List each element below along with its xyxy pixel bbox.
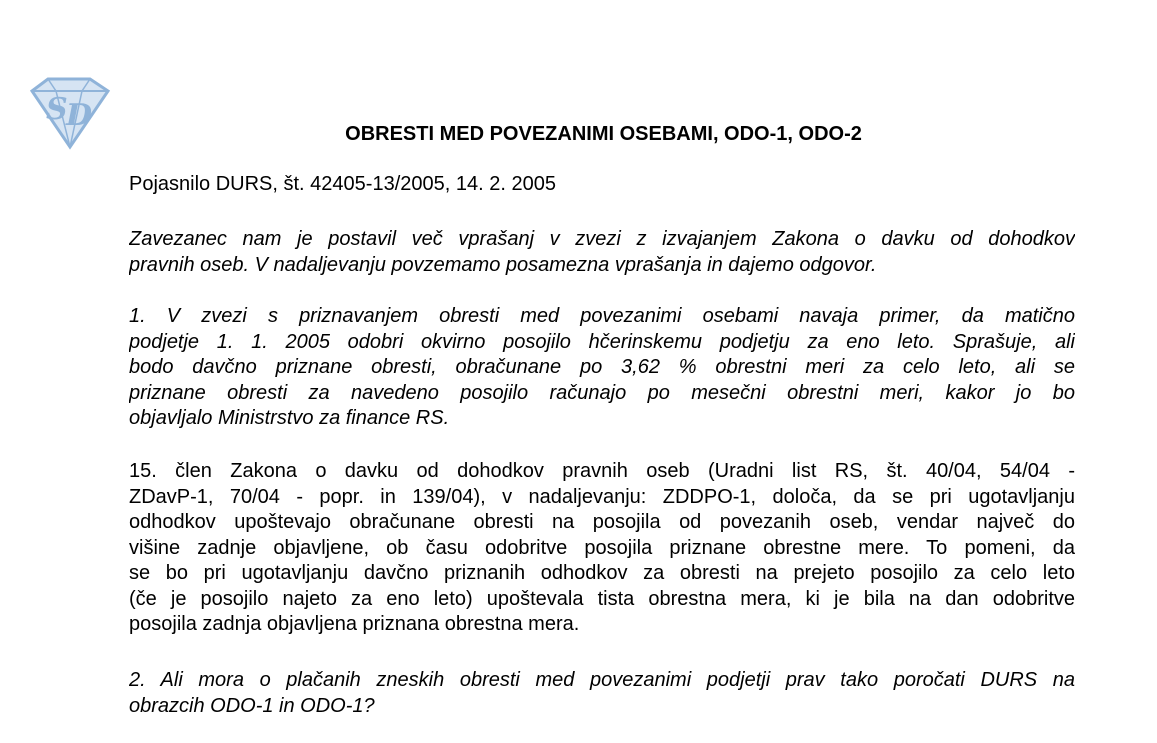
svg-text:S: S (46, 92, 68, 127)
text-line: posojila zadnja objavljena priznana obrestna mera. (129, 613, 580, 635)
text-line: odhodkov upoštevajo obračunane obresti na posojila od povezanih oseb, vendar največ do (129, 511, 1075, 533)
text-line: priznane obresti za navedeno posojilo računajo po mesečni obrestni meri, kakor jo bo (129, 381, 1075, 404)
text-line: 2. Ali mora o plačanih zneskih obresti med povezanimi podjetji prav tako poročati DURS na (129, 669, 1075, 691)
text-line: 1. V zvezi s priznavanjem obresti med povezanimi osebami navaja primer, da matično (129, 305, 1075, 327)
text-line: obrazcih ODO-1 in ODO-1? (129, 694, 375, 717)
text-line: (če je posojilo najeto za eno leto) upoštevala tista obrestna mera, ki je bila na dan odobritve (129, 587, 1075, 610)
question-2-paragraph (129, 668, 1075, 719)
text-line: bodo davčno priznane obresti, obračunane po 3,62 % obrestni meri za celo leto, ali se (129, 356, 1075, 378)
answer-1-paragraph (129, 459, 1075, 638)
text-line: višine zadnje objavljene, ob času odobritve posojila priznane obrestne mere. To pomeni, da (129, 536, 1075, 559)
text-line: objavljalo Ministrstvo za finance RS. (129, 407, 450, 429)
text-line: se bo pri ugotavljanju davčno priznanih odhodkov za obresti na prejeto posojilo za celo leto (129, 562, 1075, 584)
question-1-paragraph (129, 304, 1075, 432)
document-reference: Pojasnilo DURS, št. 42405-13/2005, 14. 2. 2005 (129, 173, 556, 195)
text-line: ZDavP-1, 70/04 - popr. in 139/04), v nadaljevanju: ZDDPO-1, določa, da se pri ugotavljanju (129, 485, 1075, 508)
svg-text:D: D (66, 98, 93, 133)
text-line: 15. člen Zakona o davku od dohodkov pravnih oseb (Uradni list RS, št. 40/04, 54/04 - (129, 460, 1075, 482)
text-line: pravnih oseb. V nadaljevanju povzemamo posamezna vprašanja in dajemo odgovor. (129, 253, 877, 276)
intro-paragraph (129, 227, 1075, 278)
text-line: podjetje 1. 1. 2005 odobri okvirno posojilo hčerinskemu podjetju za eno leto. Sprašuje, ali (129, 330, 1075, 353)
text-line: Zavezanec nam je postavil več vprašanj v zvezi z izvajanjem Zakona o davku od dohodkov (129, 228, 1075, 250)
document-title: OBRESTI MED POVEZANIMI OSEBAMI, ODO-1, ODO-2 (345, 123, 862, 145)
